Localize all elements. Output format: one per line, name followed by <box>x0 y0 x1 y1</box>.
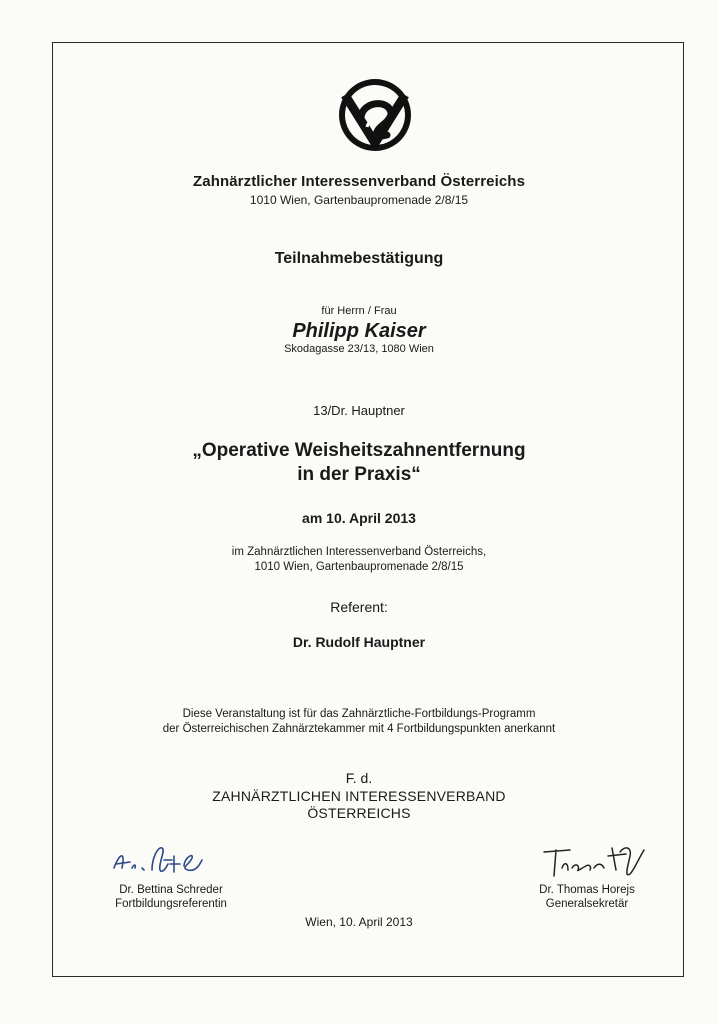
recipient-label: für Herrn / Frau <box>321 305 397 317</box>
signatory-left-role: Fortbildungsreferentin <box>115 898 227 910</box>
accreditation-line1: Diese Veranstaltung ist für das Zahnärztliche-Fortbildungs-Programm <box>182 708 536 720</box>
course-venue <box>0 545 718 575</box>
referent-name: Dr. Rudolf Hauptner <box>292 634 426 650</box>
course-title-line1: „Operative Weisheitszahnentfernung <box>192 440 526 461</box>
referent-label: Referent: <box>330 599 388 615</box>
venue-line1: im Zahnärztlichen Interessenverband Österreichs, <box>231 546 487 558</box>
organization-name: Zahnärztlicher Interessenverband Österreichs <box>192 173 526 190</box>
organization-address: 1010 Wien, Gartenbaupromenade 2/8/15 <box>249 193 469 207</box>
course-title-line2: in der Praxis“ <box>297 464 421 485</box>
course-date: am 10. April 2013 <box>302 510 416 526</box>
signature-left <box>108 838 218 882</box>
recipient-address: Skodagasse 23/13, 1080 Wien <box>284 343 434 355</box>
accreditation-note <box>0 707 718 737</box>
signatory-left <box>86 883 256 911</box>
place-and-date: Wien, 10. April 2013 <box>305 915 413 929</box>
document-title: Teilnahmebestätigung <box>274 250 444 267</box>
issuing-org-line2: ÖSTERREICHS <box>307 805 411 821</box>
course-code: 13/Dr. Hauptner <box>313 403 405 418</box>
issuing-org-line1: ZAHNÄRZTLICHEN INTERESSENVERBAND <box>212 788 506 804</box>
signatory-right-name: Dr. Thomas Horejs <box>539 884 635 896</box>
signatory-right-role: Generalsekretär <box>545 898 629 910</box>
signatory-left-name: Dr. Bettina Schreder <box>119 884 223 896</box>
signatory-right <box>502 883 672 911</box>
recipient-name: Philipp Kaiser <box>292 320 426 342</box>
on-behalf-of-label: F. d. <box>345 770 373 786</box>
issuing-organization <box>0 788 718 822</box>
accreditation-line2: der Österreichischen Zahnärztekammer mit 4 Fortbildungspunkten anerkannt <box>162 723 556 735</box>
course-title <box>0 439 718 487</box>
venue-line2: 1010 Wien, Gartenbaupromenade 2/8/15 <box>254 561 464 573</box>
signature-right <box>540 838 655 882</box>
ziv-logo-icon <box>337 77 413 153</box>
